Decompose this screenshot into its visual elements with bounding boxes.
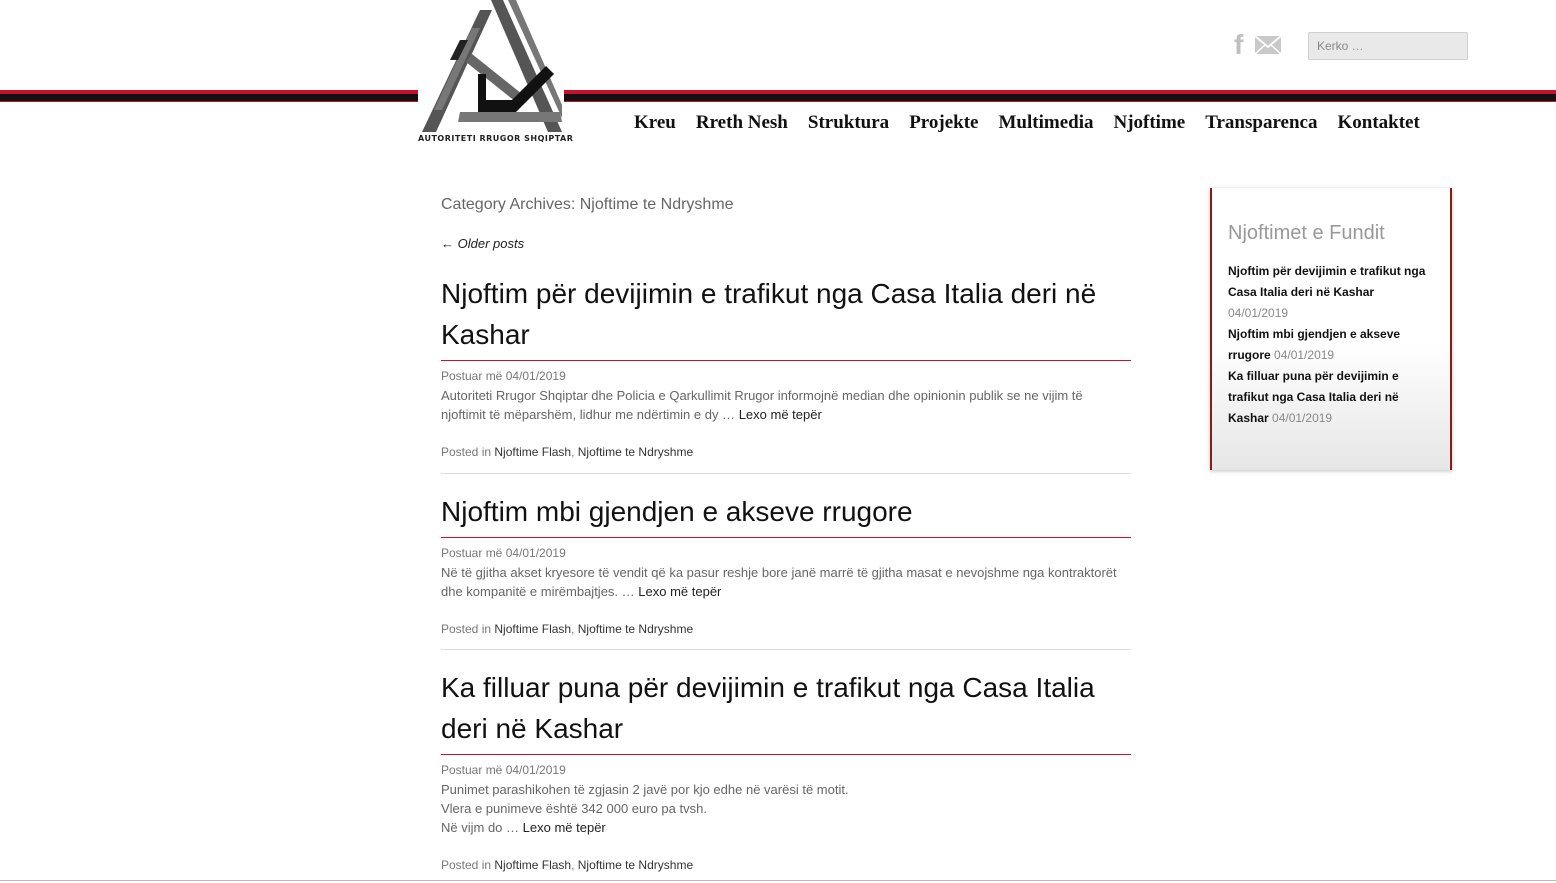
nav-item-kreu[interactable]: Kreu [634, 112, 676, 133]
post-excerpt [441, 386, 1131, 424]
excerpt-line: Vlera e punimeve është 342 000 euro pa tvsh. [441, 801, 707, 816]
page-bottom-border [0, 880, 1556, 881]
older-posts-link[interactable]: ← Older posts [441, 236, 525, 251]
post-excerpt [441, 780, 1131, 837]
post-title[interactable]: Njoftim mbi gjendjen e akseve rrugore [441, 491, 1131, 538]
post-item [441, 491, 1131, 638]
main-nav [624, 112, 1430, 134]
category-link[interactable]: Njoftime Flash [494, 445, 572, 459]
nav-item-transparenca[interactable]: Transparenca [1205, 112, 1318, 133]
recent-post-date: 04/01/2019 [1228, 306, 1289, 320]
excerpt-line: Punimet parashikohen të zgjasin 2 javë por kjo edhe në varësi të motit. [441, 782, 849, 797]
nav-item-njoftime[interactable]: Njoftime [1113, 112, 1186, 133]
read-more-link[interactable]: Lexo më tepër [638, 584, 722, 599]
recent-post-date: 04/01/2019 [1274, 348, 1335, 362]
excerpt-line: Në vijm do … [441, 820, 520, 835]
category-link[interactable]: Njoftime te Ndryshme [577, 622, 694, 636]
post-excerpt [441, 563, 1131, 601]
header-stripe-red-bottom [0, 101, 1556, 102]
category-link[interactable]: Njoftime te Ndryshme [577, 858, 694, 872]
nav-item-rreth-nesh[interactable]: Rreth Nesh [695, 112, 788, 133]
excerpt-line: njoftimit të mëparshëm, lidhur me ndërtimin e dy … [441, 407, 736, 422]
logo-mark-icon [420, 0, 562, 136]
category-link[interactable]: Njoftime Flash [494, 858, 572, 872]
site-logo[interactable] [418, 0, 574, 148]
nav-item-struktura[interactable]: Struktura [807, 112, 890, 133]
read-more-link[interactable]: Lexo më tepër [738, 407, 822, 422]
social-links [1234, 29, 1282, 60]
nav-item-projekte[interactable]: Projekte [909, 112, 979, 133]
post-date: Postuar më 04/01/2019 [441, 763, 566, 777]
category-link[interactable]: Njoftime te Ndryshme [577, 445, 694, 459]
post-item [441, 273, 1131, 461]
posted-in-label: Posted in [441, 858, 492, 872]
post-divider [441, 473, 1131, 474]
posted-in-label: Posted in [441, 622, 492, 636]
widget-title: Njoftimet e Fundit [1228, 222, 1385, 244]
facebook-icon[interactable]: f [1234, 29, 1244, 60]
post-title[interactable]: Ka filluar puna për devijimin e trafikut nga Casa Italia deri në Kashar [441, 667, 1131, 755]
post-title[interactable]: Njoftim për devijimin e trafikut nga Casa Italia deri në Kashar [441, 273, 1131, 361]
post-divider [441, 649, 1131, 650]
page-title: Category Archives: Njoftime te Ndryshme [441, 196, 734, 213]
recent-posts-widget [1210, 188, 1452, 470]
nav-item-multimedia[interactable]: Multimedia [998, 112, 1094, 133]
recent-post-link[interactable]: Ka filluar puna për devijimin e trafikut nga Casa Italia deri në Kashar [1228, 369, 1399, 425]
search-input[interactable] [1308, 32, 1468, 60]
read-more-link[interactable]: Lexo më tepër [522, 820, 606, 835]
excerpt-line: dhe kompanitë e mirëmbajtjes. … [441, 584, 635, 599]
recent-post-link[interactable]: Njoftim për devijimin e trafikut nga Casa Italia deri në Kashar [1228, 264, 1426, 299]
category-link[interactable]: Njoftime Flash [494, 622, 572, 636]
mail-icon[interactable] [1254, 34, 1282, 56]
post-footer: Posted in Njoftime Flash, Njoftime te Ndryshme [441, 622, 694, 636]
post-item [441, 667, 1131, 874]
recent-post-link[interactable]: Njoftim mbi gjendjen e akseve rrugore [1228, 327, 1401, 362]
recent-post-item [1228, 261, 1436, 324]
post-footer: Posted in Njoftime Flash, Njoftime te Ndryshme [441, 445, 694, 459]
excerpt-line: Në të gjitha akset kryesore të vendit që ka pasur reshje bore janë marrë të gjitha masat e nevojshme nga kontraktorët [441, 565, 1117, 580]
logo-text: AUTORITETI RRUGOR SHQIPTAR [418, 134, 574, 143]
recent-post-date: 04/01/2019 [1272, 411, 1333, 425]
posted-in-label: Posted in [441, 445, 492, 459]
post-date: Postuar më 04/01/2019 [441, 369, 566, 383]
excerpt-line: Autoriteti Rrugor Shqiptar dhe Policia e Qarkullimit Rrugor informojnë median dhe opinionin publik se ne vijim të [441, 388, 1083, 403]
recent-post-item [1228, 366, 1436, 429]
recent-post-item [1228, 324, 1436, 366]
nav-item-kontaktet[interactable]: Kontaktet [1337, 112, 1420, 133]
post-footer: Posted in Njoftime Flash, Njoftime te Ndryshme [441, 858, 694, 872]
post-date: Postuar më 04/01/2019 [441, 546, 566, 560]
